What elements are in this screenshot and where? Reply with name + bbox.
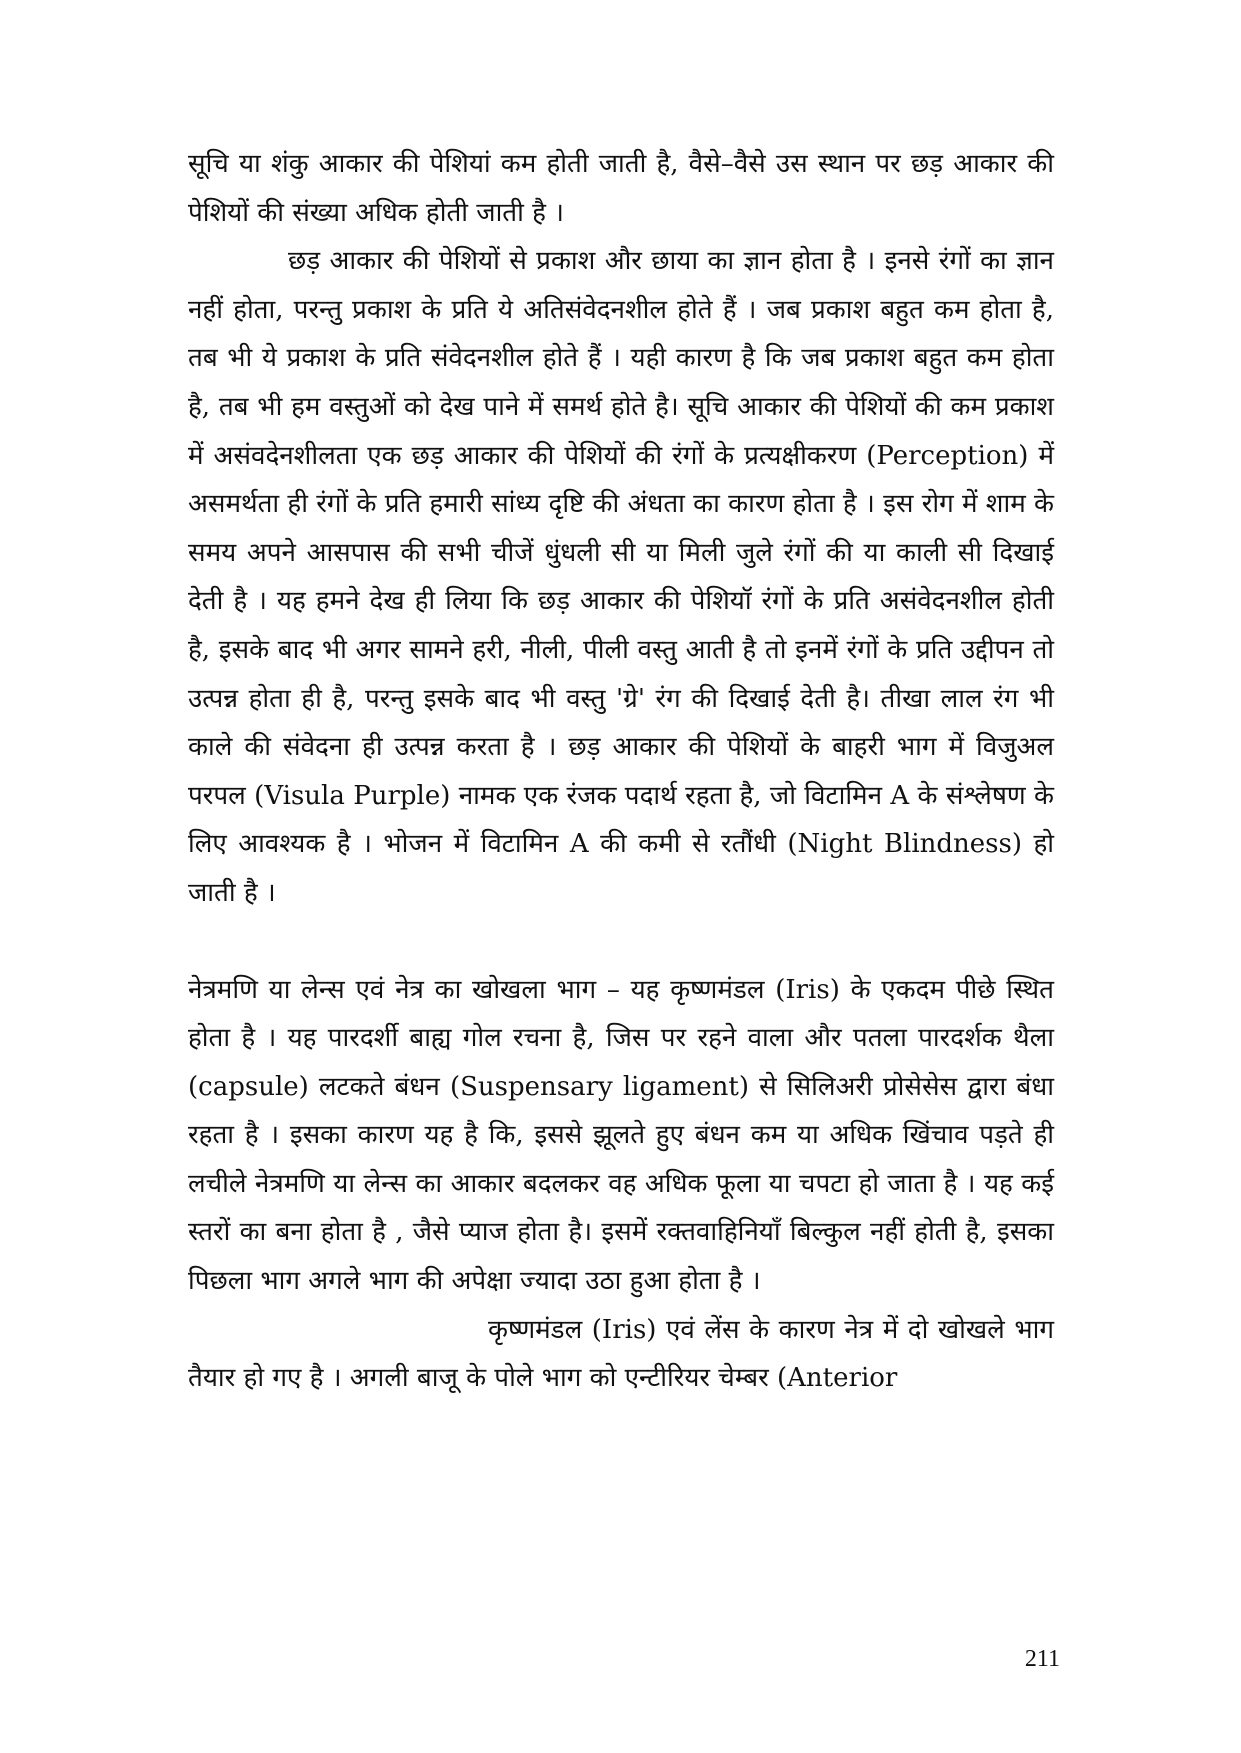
page-body (188, 140, 1054, 1403)
paragraph-rod-cell-function: छड़ आकार की पेशियों से प्रकाश और छाया का ज्ञान होता है । इनसे रंगों का ज्ञान नहीं होता, परन्तु प्रकाश के प्रति ये अतिसंवेदनशील होते हैं । जब प्रकाश बहुत कम होता है, तब भी ये प्रकाश के प्रति संवेदनशील होते हैं । यही कारण है कि जब प्रकाश बहुत कम होता है, तब भी हम वस्तुओं को देख पाने में समर्थ होते है। सूचि आकार की पेशियों की कम प्रकाश में असंवदेनशीलता एक छड़ आकार की पेशियों की रंगों के प्रत्यक्षीकरण (Perception) में असमर्थता ही रंगों के प्रति हमारी सांध्य दृष्टि की अंधता का कारण होता है । इस रोग में शाम के समय अपने आसपास की सभी चीजें धुंधली सी या मिली जुले रंगों की या काली सी दिखाई देती है । यह हमने देख ही लिया कि छड़ आकार की पेशियॉ रंगों के प्रति असंवेदनशील होती है, इसके बाद भी अगर सामने हरी, नीली, पीली वस्तु आती है तो इनमें रंगों के प्रति उद्दीपन तो उत्पन्न होता ही है, परन्तु इसके बाद भी वस्तु 'ग्रे' रंग की दिखाई देती है। तीखा लाल रंग भी काले की संवेदना ही उत्पन्न करता है । छड़ आकार की पेशियों के बाहरी भाग में विजुअल परपल (Visula Purple) नामक एक रंजक पदार्थ रहता है, जो विटामिन A के संश्लेषण के लिए आवश्यक है । भोजन में विटामिन A की कमी से रतौंधी (Night Blindness) हो जाती है । (188, 246, 1054, 908)
paragraph-spacer (188, 918, 1054, 966)
paragraph-rod-cell-count: सूचि या शंकु आकार की पेशियां कम होती जाती है, वैसे–वैसे उस स्थान पर छड़ आकार की पेशियों की संख्या अधिक होती जाती है । (188, 149, 1054, 228)
paragraph-iris-chambers: कृष्णमंडल (Iris) एवं लेंस के कारण नेत्र में दो खोखले भाग तैयार हो गए है । अगली बाजू के पोले भाग को एन्टीरियर चेम्बर (Anterior (188, 1314, 1054, 1394)
page-number: 211 (1024, 1646, 1060, 1672)
paragraph-lens: नेत्रमणि या लेन्स एवं नेत्र का खोखला भाग – यह कृष्णमंडल (Iris) के एकदम पीछे स्थित होता है । यह पारदर्शी बाह्य गोल रचना है, जिस पर रहने वाला और पतला पारदर्शक थैला (capsule) लटकते बंधन (Suspensary ligament) से सिलिअरी प्रोसेसेस द्वारा बंधा रहता है । इसका कारण यह है कि, इससे झूलते हुए बंधन कम या अधिक खिंचाव पड़ते ही लचीले नेत्रमणि या लेन्स का आकार बदलकर वह अधिक फूला या चपटा हो जाता है । यह कई स्तरों का बना होता है , जैसे प्याज होता है। इसमें रक्तवाहिनियॉं बिल्कुल नहीं होती है, इसका पिछला भाग अगले भाग की अपेक्षा ज्यादा उठा हुआ होता है । (188, 974, 1054, 1297)
